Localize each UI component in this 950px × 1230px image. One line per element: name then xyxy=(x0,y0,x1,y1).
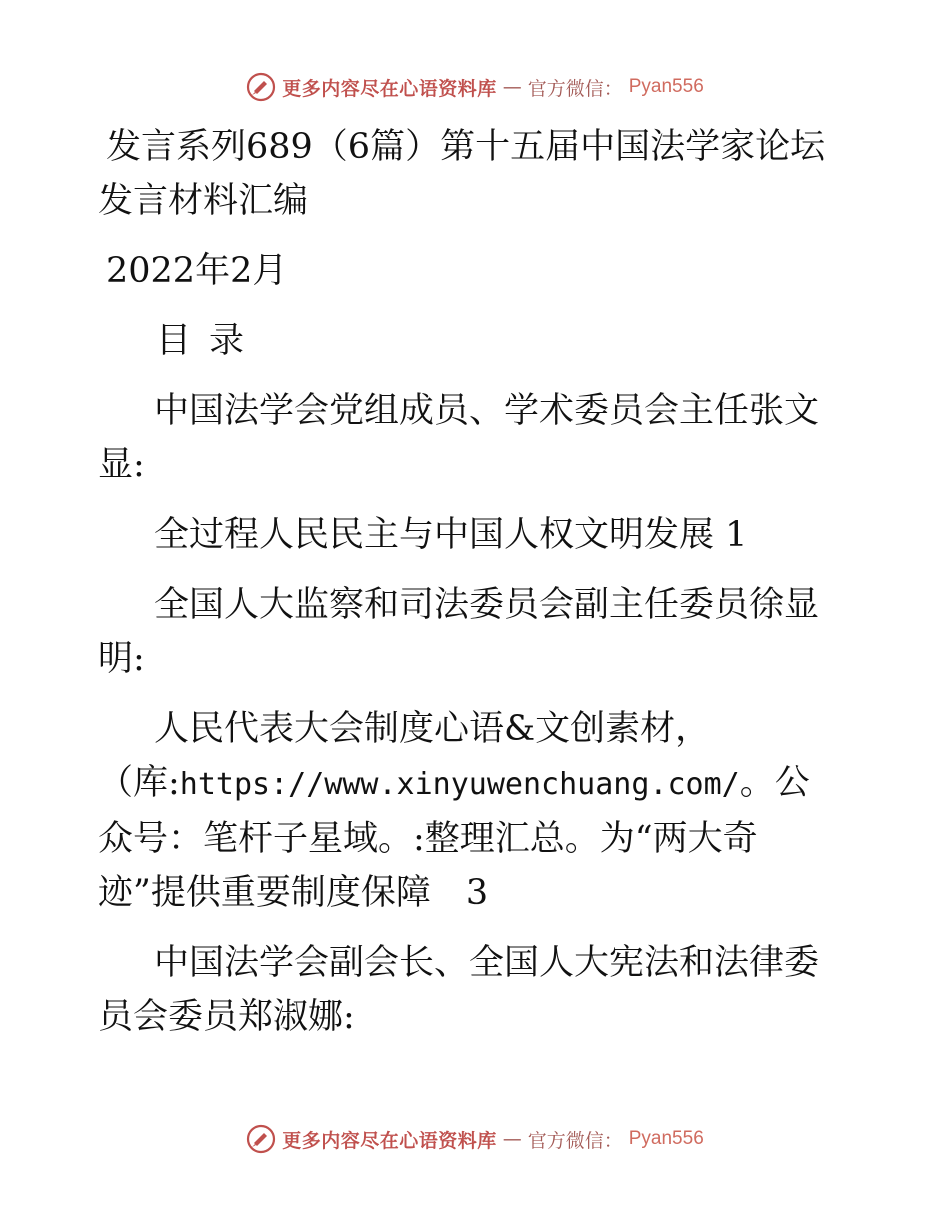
library-url-link[interactable]: https://www.xinyuwenchuang.com/ xyxy=(179,767,740,802)
toc-heading: 目录 xyxy=(156,321,263,361)
watermark-dash: — xyxy=(502,76,522,98)
watermark-contact-label: 官方微信： xyxy=(527,77,623,100)
watermark-main-text: 更多内容尽在心语资料库 xyxy=(282,1129,497,1152)
watermark-header xyxy=(0,72,950,102)
toc-entry-title-2-part-b: 。公众号：笔杆子星域。:整理汇总。为“两大奇迹”提供重要制度保障 3 xyxy=(98,763,810,913)
watermark-main-text: 更多内容尽在心语资料库 xyxy=(282,77,497,100)
book-pen-logo-icon xyxy=(246,1124,276,1154)
watermark-contact-label: 官方微信： xyxy=(527,1129,623,1152)
toc-entry-speaker-2: 全国人大监察和司法委员会副主任委员徐显明: xyxy=(98,585,820,679)
toc-entry-title-1: 全过程人民民主与中国人权文明发展 1 xyxy=(154,515,748,555)
toc-entry-speaker-1: 中国法学会党组成员、学术委员会主任张文显: xyxy=(98,391,820,485)
watermark-contact-id: Pyan556 xyxy=(628,76,704,97)
document-date: 2022年2月 xyxy=(106,251,288,291)
watermark-contact-id: Pyan556 xyxy=(628,1128,704,1149)
toc-entry-title-2-part-a: 人民代表大会制度心语&文创素材，（库: xyxy=(98,709,711,803)
document-title: 发言系列689（6篇）第十五届中国法学家论坛发言材料汇编 xyxy=(98,127,826,221)
toc-entry-speaker-3: 中国法学会副会长、全国人大宪法和法律委员会委员郑淑娜: xyxy=(98,943,820,1037)
document-body xyxy=(98,120,838,1060)
toc-entry-title-2 xyxy=(98,702,838,920)
watermark-footer xyxy=(0,1124,950,1154)
watermark-dash: — xyxy=(502,1128,522,1150)
book-pen-logo-icon xyxy=(246,72,276,102)
